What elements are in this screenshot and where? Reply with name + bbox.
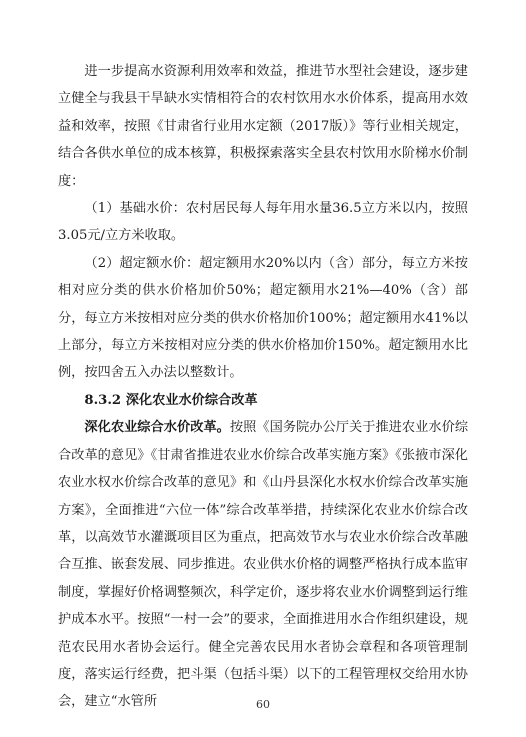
page-number: 60 <box>256 698 270 711</box>
paragraph-agricultural-reform <box>58 414 468 715</box>
paragraph-lead-text: 深化农业综合水价改革。 <box>84 420 230 436</box>
paragraph-excess-quota-price: （2）超定额水价：超定额用水20%以内（含）部分，每立方米按相对应分类的供水价格加价50%；超定额用水21%—40%（含）部分，每立方米按相对应分类的供水价格加价100%；超定额用水41%以上部分，每立方米按相对应分类的供水价格加价150%。超定额用水比例，按四舍五入办法以整数计。 <box>58 255 468 381</box>
paragraph-water-pricing-intro: 进一步提高水资源利用效率和效益，推进节水型社会建设，逐步建立健全与我县干旱缺水实情相符合的农村饮用水水价体系，提高用水效益和效率，按照《甘肃省行业用水定额（2017版）》等行业相关规定，结合各供水单位的成本核算，积极探索落实全县农村饮用水阶梯水价制度： <box>58 64 468 189</box>
paragraph-body-text: 按照《国务院办公厅关于推进农业水价综合改革的意见》《甘肃省推进农业水价综合改革实施方案》《张掖市深化农业水权水价综合改革的意见》和《山丹县深化水权水价综合改革实施方案》，全面推进“六位一体”综合改革举措，持续深化农业水价综合改革，以高效节水灌溉项目区为重点，把高效节水与农业水价综合改革融合互推、嵌套发展、同步推进。农业供水价格的调整严格执行成本监审制度，掌握好价格调整频次，科学定价，逐步将农业水价调整到运行维护成本水平。按照“一村一会”的要求，全面推进用水合作组织建设，规范农民用水者协会运行。健全完善农民用水者协会章程和各项管理制度，落实运行经费，把斗渠（包括斗渠）以下的工程管理权交给用水协会，建立“水管所 <box>58 420 469 710</box>
paragraph-base-water-price: （1）基础水价：农村居民每人每年用水量36.5立方米以内，按照3.05元/立方米收取。 <box>58 201 468 244</box>
section-heading: 8.3.2 深化农业水价综合改革 <box>84 392 258 408</box>
document-page <box>58 58 468 716</box>
